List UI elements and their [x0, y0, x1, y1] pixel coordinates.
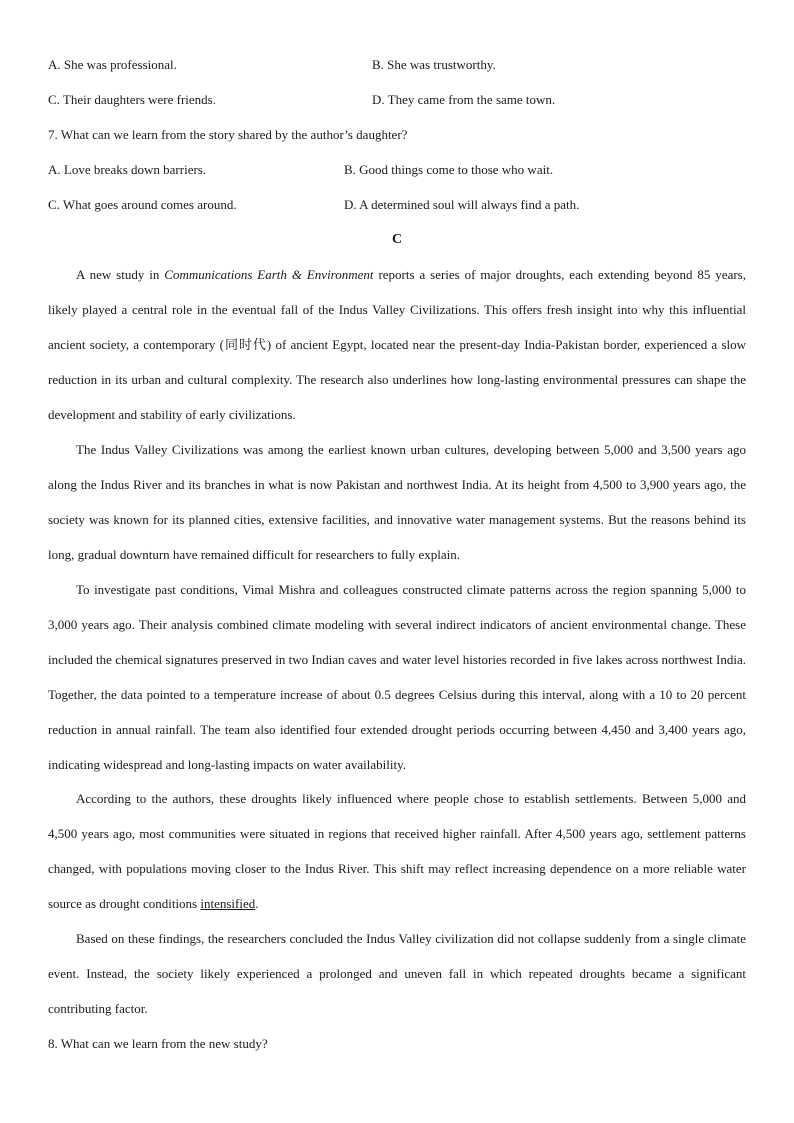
q7-option-a: A. Love breaks down barriers. — [48, 162, 207, 177]
section-heading: C — [391, 232, 403, 247]
passage-paragraph-4 — [48, 781, 746, 921]
paragraph-text: A new study in — [76, 267, 165, 282]
q7-option-d: D. A determined soul will always find a path. — [344, 197, 580, 212]
q7-question: 7. What can we learn from the story shared by the author’s daughter? — [48, 127, 408, 142]
q6-option-b: B. She was trustworthy. — [372, 57, 496, 72]
q7-option-b: B. Good things come to those who wait. — [344, 162, 554, 177]
paragraph-text: reports a series of major droughts, each extending beyond 85 years, likely played a central role in the eventual fall of the Indus Valley Civilizations. This offers fresh insight into why this influential ancient society, a contemporary (同时代) of ancient Egypt, located near the present-day India-Pakistan border, experienced a slow reduction in its urban and cultural complexity. The research also underlines how long-lasting environmental pressures can shape the development and stability of early civilizations. — [48, 267, 746, 422]
paragraph-text: According to the authors, these droughts likely influenced where people chose to establish settlements. Between 5,000 and 4,500 years ago, most communities were situated in regions that received higher rainfall. After 4,500 years ago, settlement patterns changed, with populations moving closer to the Indus River. This shift may reflect increasing dependence on a more reliable water source as drought conditions — [48, 791, 746, 911]
q6-option-c: C. Their daughters were friends. — [48, 92, 216, 107]
passage-paragraph-5: Based on these findings, the researchers concluded the Indus Valley civilization did not collapse suddenly from a single climate event. Instead, the society likely experienced a prolonged and uneven fall in which repeated droughts became a significant contributing factor. — [48, 931, 746, 1016]
passage-paragraph-3: To investigate past conditions, Vimal Mishra and colleagues constructed climate patterns across the region spanning 5,000 to 3,000 years ago. Their analysis combined climate modeling with several indirect indicators of ancient environmental change. These included the chemical signatures preserved in two Indian caves and water level histories recorded in five lakes across northwest India. Together, the data pointed to a temperature increase of about 0.5 degrees Celsius during this interval, along with a 10 to 20 percent reduction in annual rainfall. The team also identified four extended drought periods occurring between 4,450 and 3,400 years ago, indicating widespread and long-lasting impacts on water availability. — [48, 582, 746, 772]
q8-question: 8. What can we learn from the new study? — [48, 1036, 268, 1051]
q7-option-c: C. What goes around comes around. — [48, 197, 237, 212]
q6-option-a: A. She was professional. — [48, 57, 177, 72]
passage-paragraph-2: The Indus Valley Civilizations was among the earliest known urban cultures, developing between 5,000 and 3,500 years ago along the Indus River and its branches in what is now Pakistan and northwest India. At its height from 4,500 to 3,900 years ago, the society was known for its planned cities, extensive facilities, and innovative water management systems. But the reasons behind its long, gradual downturn have remained difficult for researchers to fully explain. — [48, 442, 746, 562]
underlined-word: intensified — [200, 896, 256, 911]
journal-title: Communications Earth & Environment — [164, 267, 374, 282]
passage-paragraph-1 — [48, 257, 746, 432]
paragraph-text: . — [255, 896, 259, 911]
q6-option-d: D. They came from the same town. — [372, 92, 556, 107]
